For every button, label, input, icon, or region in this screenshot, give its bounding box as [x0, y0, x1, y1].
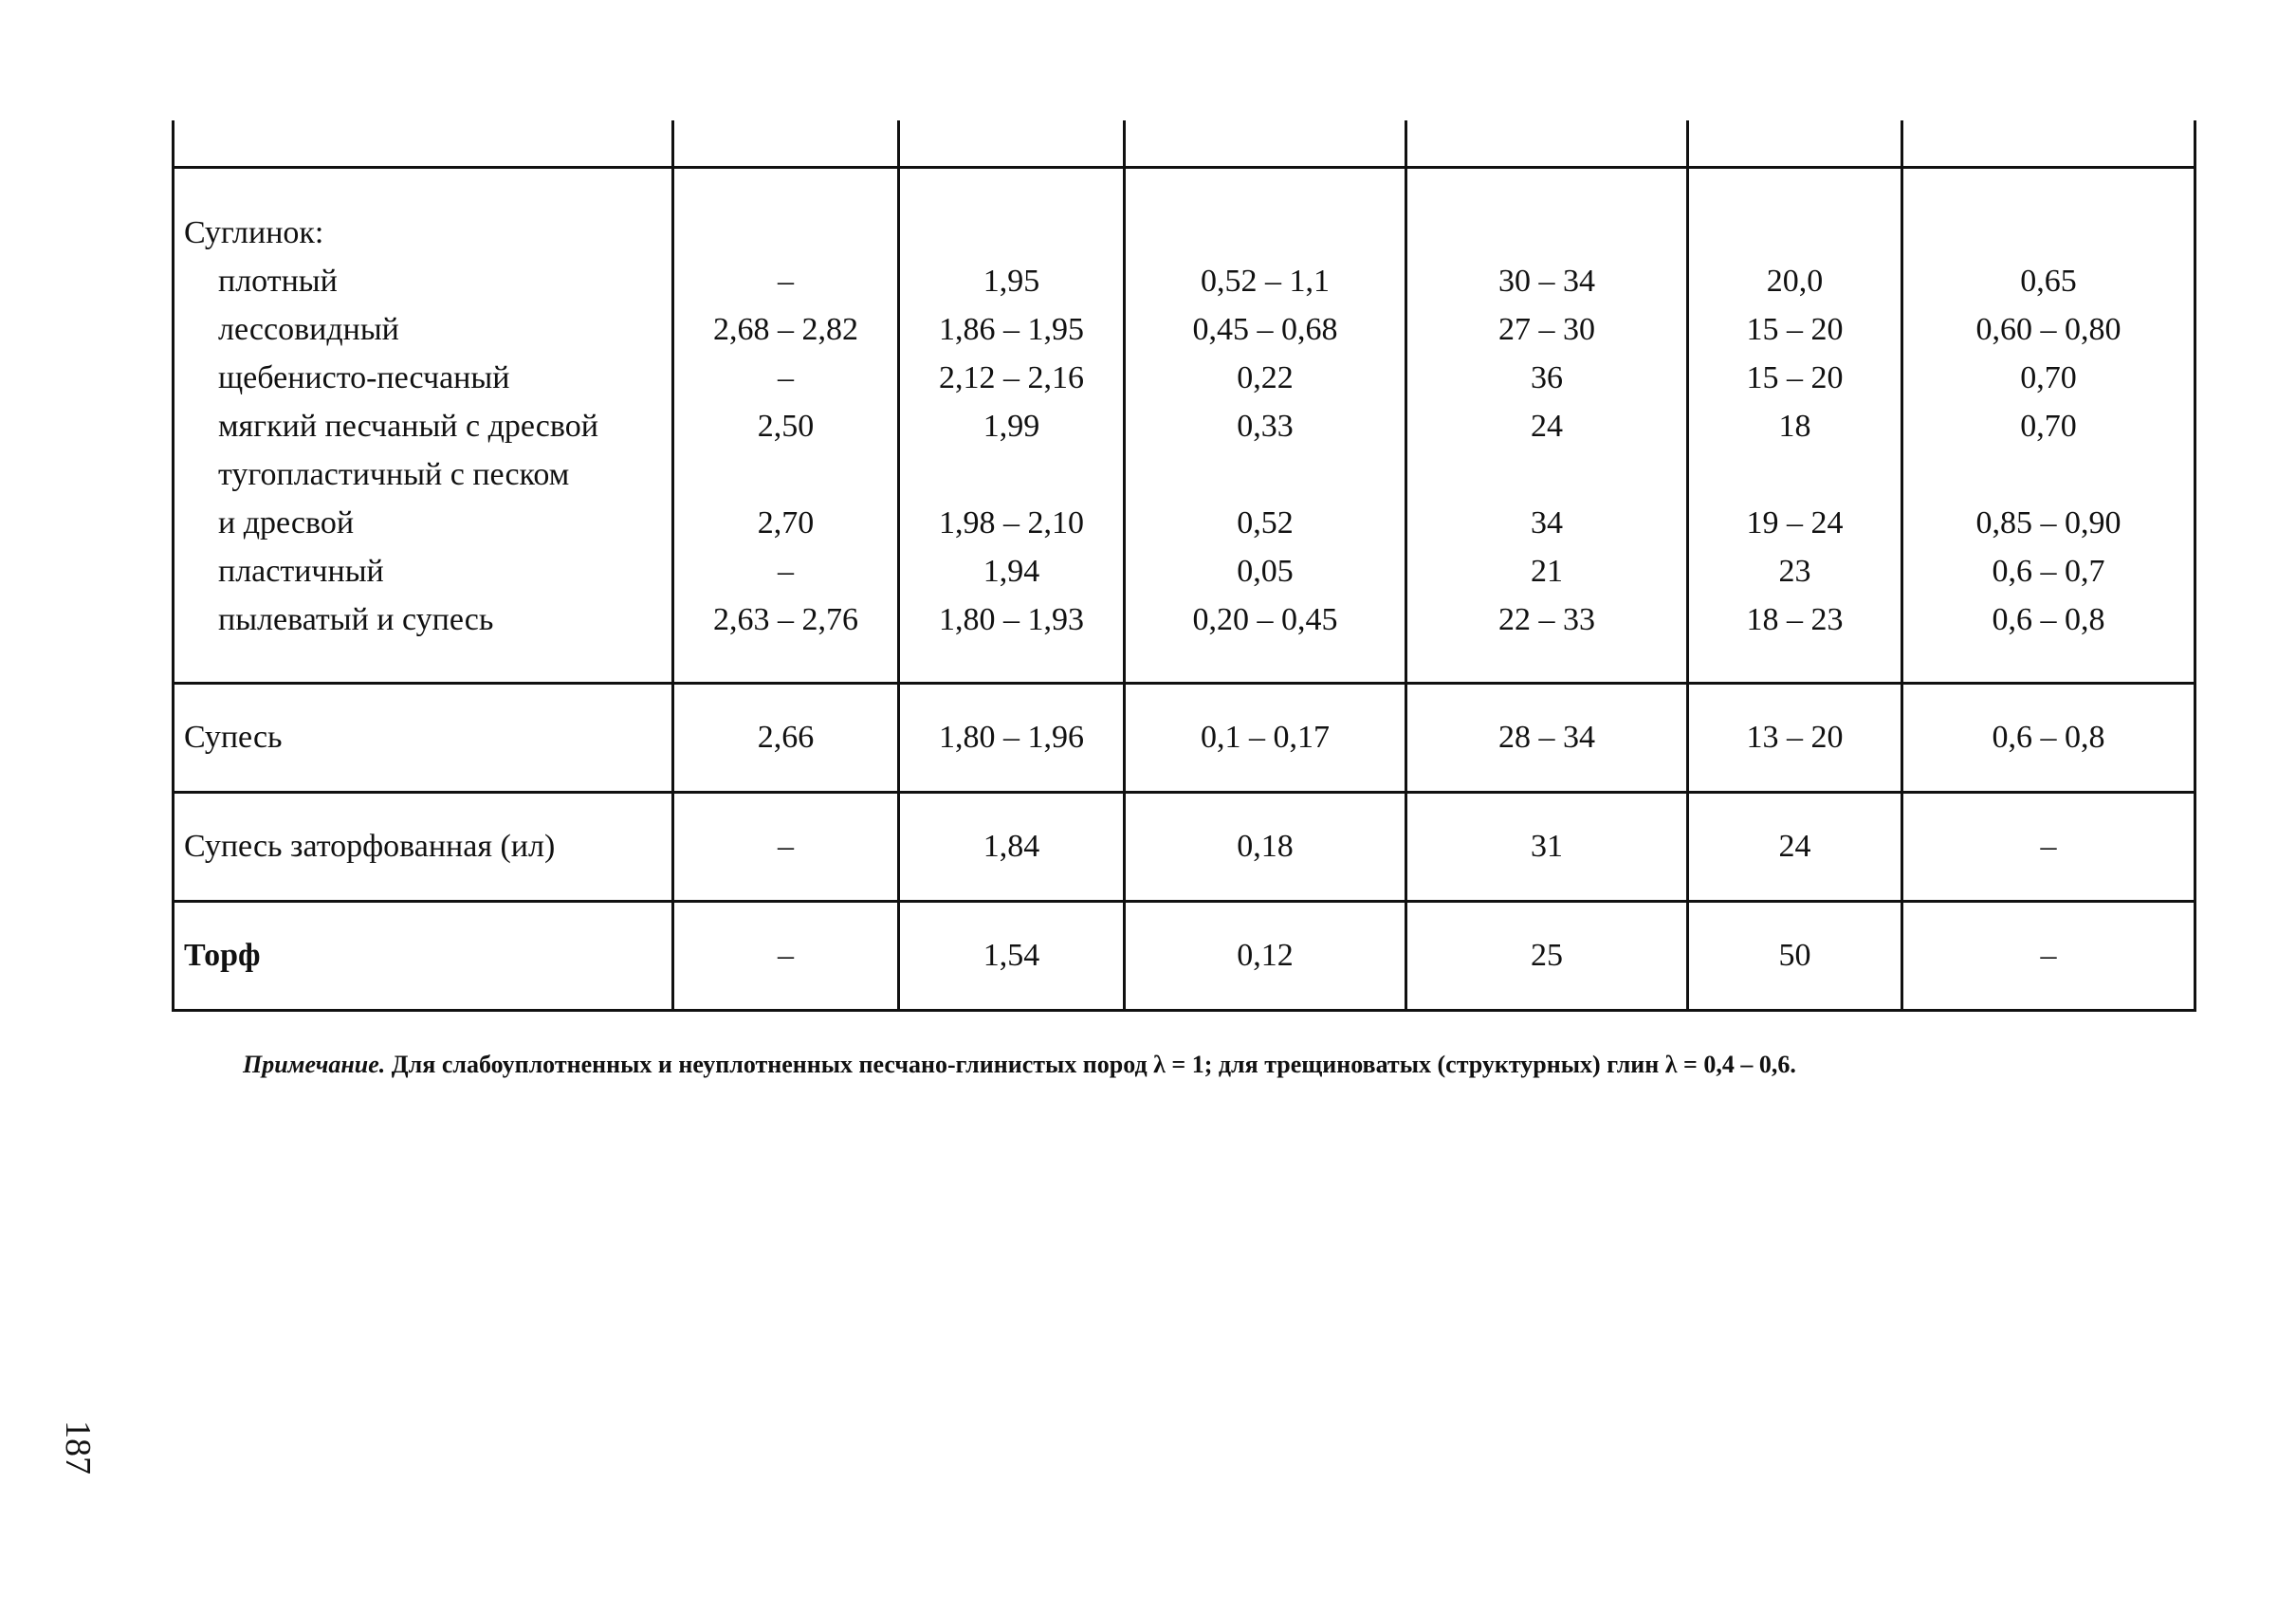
table-value: 13 – 20: [1688, 684, 1902, 793]
table-value: 0,45 – 0,68: [1192, 312, 1338, 347]
table-value: 0,70: [2020, 360, 2077, 395]
table-value: 21: [1531, 554, 1563, 589]
table-row: [174, 684, 2195, 793]
table-value: 1,86 – 1,95: [939, 312, 1084, 347]
table-value: 0,18: [1125, 793, 1406, 902]
table-value: 15 – 20: [1746, 360, 1844, 395]
subtype-name: тугопластичный с песком: [218, 457, 570, 492]
table-value: –: [778, 264, 794, 299]
table-value: 18 – 23: [1746, 602, 1844, 637]
value-column-1: [673, 168, 899, 684]
table-value: 0,65: [2020, 264, 2077, 299]
table-value: 0,6 – 0,8: [1902, 684, 2195, 793]
table-value: 20,0: [1766, 264, 1824, 299]
note-text: Для слабоуплотненных и неуплотненных песчано-глинистых пород λ = 1; для трещиноватых (структурных) глин λ = 0,4 – 0,6.: [385, 1051, 1796, 1078]
table-value: 2,50: [757, 409, 815, 444]
table-value: –: [1902, 793, 2195, 902]
subtype-name: щебенисто-песчаный: [218, 360, 510, 395]
table-value: 0,6 – 0,7: [1992, 554, 2105, 589]
value-column-6: [1902, 168, 2195, 684]
table-value: 0,52: [1237, 505, 1294, 540]
table-row: [174, 793, 2195, 902]
table-value: 0,22: [1237, 360, 1294, 395]
table-value: 2,66: [673, 684, 899, 793]
table-value: 0,70: [2020, 409, 2077, 444]
table-note: [243, 1051, 1796, 1079]
group-title: Суглинок:: [184, 215, 324, 250]
table-value: 1,84: [899, 793, 1125, 902]
table-row-group-suglinok: [174, 168, 2195, 684]
table-value: 0,12: [1125, 902, 1406, 1011]
group-name-cell: [174, 168, 673, 684]
table-value: 1,95: [983, 264, 1040, 299]
soil-properties-table: [172, 120, 2196, 1012]
table-value: 2,12 – 2,16: [939, 360, 1084, 395]
table-value: 1,54: [899, 902, 1125, 1011]
table-value: 2,63 – 2,76: [713, 602, 858, 637]
table-value: 18: [1778, 409, 1811, 444]
table-cell: [1406, 120, 1688, 168]
table-value: –: [1902, 902, 2195, 1011]
table-cell: [1125, 120, 1406, 168]
table-value: 23: [1778, 554, 1811, 589]
subtype-name: мягкий песчаный с дресвой: [218, 409, 598, 444]
table-value: 0,60 – 0,80: [1975, 312, 2122, 347]
table-value: 27 – 30: [1498, 312, 1595, 347]
table-value: 30 – 34: [1498, 264, 1595, 299]
subtype-name: пластичный: [218, 554, 384, 589]
table-value: 24: [1531, 409, 1563, 444]
table-value: –: [673, 902, 899, 1011]
subtype-name: лессовидный: [218, 312, 399, 347]
table-value: 0,6 – 0,8: [1992, 602, 2105, 637]
table-value: –: [778, 554, 794, 589]
table-value: 0,33: [1237, 409, 1294, 444]
table-value: 19 – 24: [1746, 505, 1844, 540]
table-value: 1,80 – 1,96: [899, 684, 1125, 793]
table-value: 36: [1531, 360, 1563, 395]
table-value: 2,70: [757, 505, 815, 540]
table-cell: [174, 120, 673, 168]
table-value: 1,99: [983, 409, 1040, 444]
table-value: –: [778, 360, 794, 395]
value-column-2: [899, 168, 1125, 684]
page-number: 187: [58, 1420, 98, 1475]
table-value: 2,68 – 2,82: [713, 312, 858, 347]
value-column-5: [1688, 168, 1902, 684]
table-value: 0,20 – 0,45: [1192, 602, 1338, 637]
table-value: 25: [1406, 902, 1688, 1011]
note-label: Примечание.: [243, 1051, 386, 1078]
table-value: 22 – 33: [1498, 602, 1595, 637]
row-name: Супесь заторфованная (ил): [174, 793, 673, 902]
table-value: 0,05: [1237, 554, 1294, 589]
table-continuation-row: [174, 120, 2195, 168]
row-name: Супесь: [174, 684, 673, 793]
table-value: 31: [1406, 793, 1688, 902]
value-column-3: [1125, 168, 1406, 684]
table-value: 1,80 – 1,93: [939, 602, 1084, 637]
table-value: 0,52 – 1,1: [1201, 264, 1330, 299]
subtype-name: и дресвой: [218, 505, 355, 540]
table-value: 0,1 – 0,17: [1125, 684, 1406, 793]
subtype-name: плотный: [218, 264, 338, 299]
table-cell: [1688, 120, 1902, 168]
table-value: 34: [1531, 505, 1563, 540]
value-column-4: [1406, 168, 1688, 684]
table-value: 0,85 – 0,90: [1975, 505, 2122, 540]
table-value: 1,94: [983, 554, 1040, 589]
table-cell: [899, 120, 1125, 168]
table-value: 50: [1688, 902, 1902, 1011]
table-cell: [673, 120, 899, 168]
row-name: Торф: [174, 902, 673, 1011]
table-value: 1,98 – 2,10: [939, 505, 1084, 540]
table-cell: [1902, 120, 2195, 168]
table-value: 24: [1688, 793, 1902, 902]
table-value: 28 – 34: [1406, 684, 1688, 793]
table-value: –: [673, 793, 899, 902]
subtype-name: пылеватый и супесь: [218, 602, 494, 637]
table-row: [174, 902, 2195, 1011]
table-value: 15 – 20: [1746, 312, 1844, 347]
